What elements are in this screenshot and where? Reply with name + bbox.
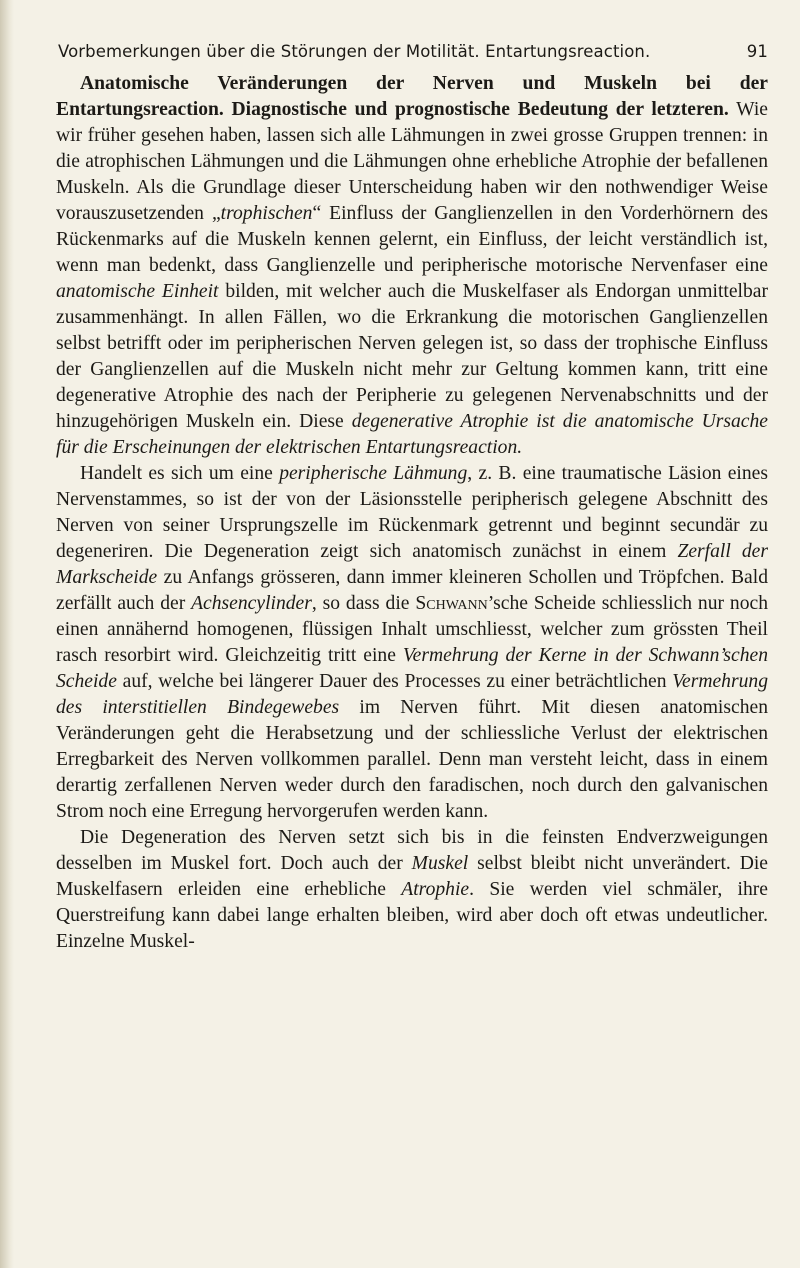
text-run: bilden, mit welcher auch die Muskelfaser als Endorgan unmittelbar zusammenhängt. In allen Fällen, wo die Erkrankung die motorischen Ganglienzellen selbst betrifft oder im peripherischen Nerven gelegen ist, so dass der trophische Einfluss der Ganglienzellen auf die Muskeln nicht mehr zur Geltung kommen kann, tritt eine degenerative Atrophie des nach der Peripherie zu gelegenen Nervenabschnitts und der hinzugehörigen Muskeln ein. Diese bbox=[56, 281, 768, 432]
author-name: Schwann bbox=[415, 593, 488, 614]
text-run: Handelt es sich um eine bbox=[80, 463, 280, 484]
emphasis: Zerfall der Markscheide bbox=[56, 541, 768, 588]
text-run: Wie wir früher gesehen haben, lassen sich alle Lähmungen in zwei grosse Gruppen trennen: in die atrophischen Lähmungen und die Lähmungen ohne erhebliche Atrophie der befallenen Muskeln. Als die Grundlage dieser Unterscheidung haben wir den nothwendiger Weise vorauszusetzenden „ bbox=[56, 99, 768, 224]
page-number: 91 bbox=[746, 42, 768, 61]
paragraph-1 bbox=[56, 71, 768, 461]
text-run: Die Degeneration des Nerven setzt sich bis in die feinsten Endverzweigungen desselben im Muskel fort. Doch auch der bbox=[56, 827, 768, 874]
emphasis: Vermehrung des interstitiellen Bindegewebes bbox=[56, 671, 768, 718]
emphasis: trophischen bbox=[220, 203, 313, 224]
text-run: auf, welche bei längerer Dauer des Processes zu einer beträchtlichen bbox=[116, 671, 673, 692]
paragraph-3 bbox=[56, 825, 768, 955]
text-run: ’sche Scheide schliesslich nur noch einen annähernd homogenen, flüssigen Inhalt umschliesst, welcher zum grössten Theil rasch resorbirt wird. Gleichzeitig tritt eine bbox=[56, 593, 769, 666]
text-run: im Nerven führt. Mit diesen anatomischen Veränderungen geht die Herabsetzung und der schliessliche Verlust der elektrischen Erregbarkeit des Nerven vollkommen parallel. Denn man versteht leicht, dass in einem derartig zerfallenen Nerven weder durch den faradischen, noch durch den galvanischen Strom noch eine Erregung hervorgerufen werden kann. bbox=[56, 697, 768, 822]
body-text bbox=[56, 71, 768, 955]
paragraph-2 bbox=[56, 461, 768, 825]
page-binding-edge bbox=[0, 0, 14, 1268]
text-run: , so dass die bbox=[311, 593, 416, 614]
emphasis: Vermehrung der Kerne in der Schwann’schen Scheide bbox=[56, 645, 768, 692]
emphasis: Atrophie bbox=[401, 879, 470, 900]
text-run: . Sie werden viel schmäler, ihre Querstreifung kann dabei lange erhalten bleiben, wird aber doch oft etwas undeutlicher. Einzelne Muskel- bbox=[56, 879, 768, 952]
emphasis: peripherische Lähmung bbox=[279, 463, 468, 484]
running-title: Vorbemerkungen über die Störungen der Motilität. Entartungsreaction. bbox=[58, 42, 651, 61]
book-page bbox=[56, 42, 768, 955]
emphasis: Achsencylinder bbox=[191, 593, 312, 614]
emphasis: degenerative Atrophie ist die anatomische Ursache für die Erscheinungen der elektrischen Entartungsreaction. bbox=[56, 411, 768, 458]
section-heading: Anatomische Veränderungen der Nerven und Muskeln bei der Entartungsreaction. Diagnostische und prognostische Bedeutung der letzteren. bbox=[56, 73, 768, 120]
text-run: , z. B. eine traumatische Läsion eines Nervenstammes, so ist der von der Läsionsstelle peripherisch gelegene Abschnitt des Nerven von seiner Ursprungszelle im Rückenmark getrennt und beginnt secundär zu degeneriren. Die Degeneration zeigt sich anatomisch zunächst in einem bbox=[56, 463, 768, 562]
text-run: “ Einfluss der Ganglienzellen in den Vorderhörnern des Rückenmarks auf die Muskeln kennen gelernt, ein Einfluss, der leicht verständlich ist, wenn man bedenkt, dass Ganglienzelle und peripherische motorische Nervenfaser eine bbox=[56, 203, 768, 276]
running-header bbox=[58, 42, 768, 61]
emphasis: anatomische Einheit bbox=[56, 281, 219, 302]
emphasis: Muskel bbox=[411, 853, 469, 874]
text-run: zu Anfangs grösseren, dann immer kleineren Schollen und Tröpfchen. Bald zerfällt auch der bbox=[56, 567, 768, 614]
text-run: selbst bleibt nicht unverändert. Die Muskelfasern erleiden eine erhebliche bbox=[56, 853, 768, 900]
